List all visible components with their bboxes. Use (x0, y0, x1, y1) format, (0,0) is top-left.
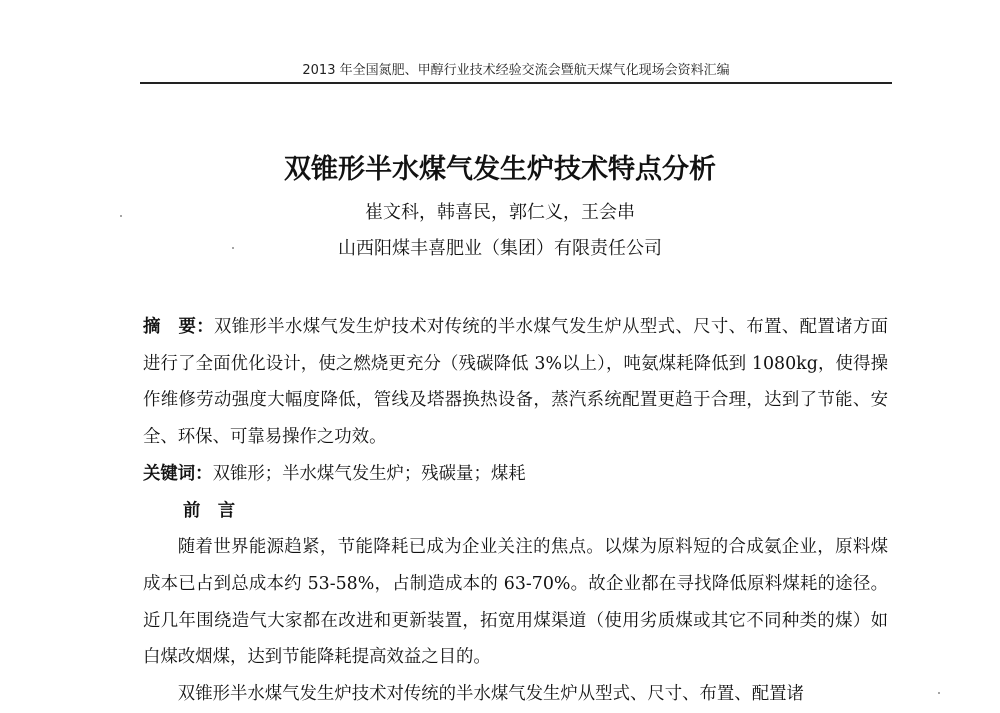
keywords-text: 双锥形；半水煤气发生炉；残碳量；煤耗 (212, 463, 526, 484)
abstract-label: 摘 要： (143, 317, 214, 337)
affiliation: 山西阳煤丰喜肥业（集团）有限责任公司 (338, 238, 662, 259)
scan-speck (938, 692, 940, 694)
keywords-paragraph (143, 456, 888, 493)
keywords-label: 关键词： (143, 463, 213, 484)
body-text (143, 309, 888, 713)
scan-speck (120, 215, 122, 217)
scan-speck (232, 247, 234, 249)
abstract-text: 双锥形半水煤气发生炉技术对传统的半水煤气发生炉从型式、尺寸、布置、配置诸方面进行了全面优化设计，使之燃烧更充分（残碳降低 3%以上），吨氨煤耗降低到 1080kg，使得操作维修劳动强度大幅度降低，管线及塔器换热设备，蒸汽系统配置更趋于合理，达到了节能、安全、环保、可靠易操作之功效。 (143, 317, 888, 448)
abstract-paragraph (143, 309, 888, 456)
author-list: 崔文科，韩喜民，郭仁义，王会串 (365, 202, 635, 223)
next-paragraph: 双锥形半水煤气发生炉技术对传统的半水煤气发生炉从型式、尺寸、布置、配置诸 (177, 684, 804, 705)
intro-paragraph: 随着世界能源趋紧，节能降耗已成为企业关注的焦点。以煤为原料短的合成氨企业，原料煤成本已占到总成本约 53-58%，占制造成本的 63-70%。故企业都在寻找降低原料煤耗的途径。近几年围绕造气大家都在改进和更新装置，拓宽用煤渠道（使用劣质煤或其它不同种类的煤）如白煤改烟煤，达到节能降耗提高效益之目的。 (143, 537, 888, 668)
running-header: 2013 年全国氮肥、甲醇行业技术经验交流会暨航天煤气化现场会资料汇编 (140, 60, 892, 84)
section-heading: 前 言 (183, 500, 236, 521)
paper-title: 双锥形半水煤气发生炉技术特点分析 (284, 154, 716, 185)
